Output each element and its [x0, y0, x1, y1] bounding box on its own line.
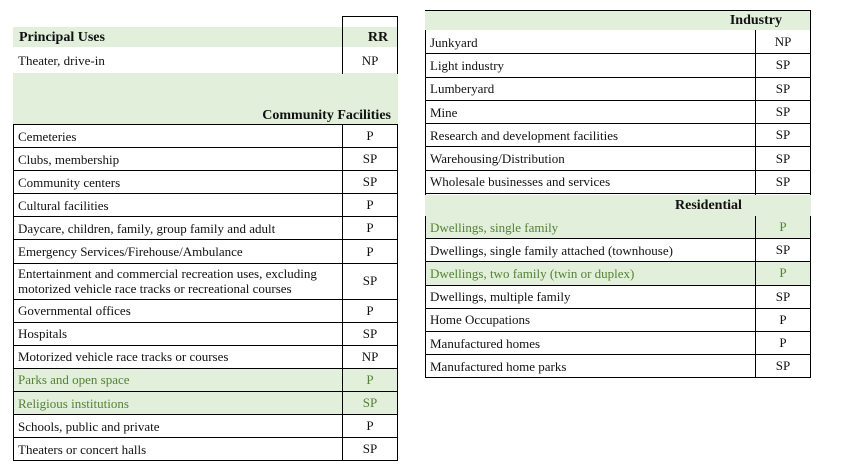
row-label: Governmental offices	[18, 303, 131, 319]
row-label	[13, 266, 342, 296]
row-label: Cultural facilities	[18, 197, 109, 213]
row-value: P	[366, 197, 374, 213]
row-label: Lumberyard	[430, 81, 495, 97]
community-facilities-title: Community Facilities	[262, 108, 391, 123]
row-value: SP	[362, 273, 378, 289]
row-value: P	[366, 220, 374, 236]
table-row	[425, 332, 811, 355]
row-value: SP	[775, 288, 791, 304]
row-label: Cemeteries	[18, 128, 77, 144]
table-row	[425, 216, 811, 239]
row-label: Wholesale businesses and services	[430, 174, 611, 190]
row-value: P	[366, 243, 374, 259]
table-row	[425, 101, 811, 124]
row-value: SP	[362, 325, 378, 341]
table-row	[13, 369, 398, 392]
row-value: SP	[362, 174, 378, 190]
table-row	[13, 217, 398, 240]
row-label: Religious institutions	[18, 395, 129, 411]
table-row	[13, 300, 398, 323]
table-row	[13, 148, 398, 171]
row-value: SP	[775, 358, 791, 374]
row-label: Hospitals	[18, 326, 68, 342]
row-label: Parks and open space	[18, 372, 130, 388]
row-value: NP	[774, 34, 792, 50]
row-label: Clubs, membership	[18, 151, 120, 167]
table-row	[13, 241, 398, 264]
row-label: Dwellings, single family	[430, 219, 559, 235]
residential-band	[425, 195, 811, 216]
table-row	[425, 286, 811, 309]
row-value: P	[366, 371, 374, 387]
row-value: SP	[775, 127, 791, 143]
row-label: Mine	[430, 104, 458, 120]
right-use-table	[425, 0, 811, 378]
row-value: SP	[775, 104, 791, 120]
row-label: Dwellings, multiple family	[430, 289, 571, 305]
row-label: Manufactured home parks	[430, 358, 567, 374]
row-label: Light industry	[430, 57, 505, 73]
row-label: Dwellings, two family (twin or duplex)	[430, 265, 635, 281]
table-row	[13, 392, 398, 415]
table-row	[425, 78, 811, 101]
row-label: Research and development facilities	[430, 127, 619, 143]
row-label: Emergency Services/Firehouse/Ambulance	[18, 244, 243, 260]
table-row	[425, 54, 811, 77]
row-label: Community centers	[18, 174, 121, 190]
row-value: P	[366, 302, 374, 318]
district-rr-header: RR	[367, 30, 389, 45]
table-row	[425, 148, 811, 171]
row-label: Motorized vehicle race tracks or courses	[18, 349, 229, 365]
table-row	[13, 438, 398, 461]
row-label-line: Entertainment and commercial recreation uses, excluding	[18, 266, 317, 282]
row-label: Dwellings, single family attached (townhouse)	[430, 242, 673, 258]
left-use-table	[13, 0, 398, 462]
row-value: SP	[775, 173, 791, 189]
row-label: Manufactured homes	[430, 335, 541, 351]
principal-uses-header: Principal Uses	[19, 30, 105, 45]
table-row	[425, 31, 811, 54]
table-row	[13, 323, 398, 346]
industry-title: Industry	[729, 13, 782, 28]
row-value: P	[779, 311, 787, 327]
table-row	[425, 171, 811, 194]
row-label: Schools, public and private	[18, 418, 160, 434]
row-value: SP	[775, 57, 791, 73]
table-row	[425, 262, 811, 285]
row-value: SP	[362, 395, 378, 411]
row-label: Junkyard	[430, 34, 478, 50]
row-value: P	[366, 128, 374, 144]
row-value: P	[779, 335, 787, 351]
table-row	[425, 355, 811, 378]
row-label-line: motorized vehicle race tracks or recreational courses	[18, 281, 292, 297]
table-row	[13, 171, 398, 194]
row-label: Home Occupations	[430, 312, 531, 328]
row-value: SP	[362, 441, 378, 457]
row-value: P	[779, 265, 787, 281]
row-value: SP	[775, 150, 791, 166]
table-row	[13, 194, 398, 217]
row-label: Theater, drive-in	[18, 53, 105, 68]
table-row	[425, 309, 811, 332]
row-value: P	[366, 418, 374, 434]
table-row	[13, 125, 398, 148]
table-row	[13, 264, 398, 300]
row-value: SP	[775, 242, 791, 258]
table-row	[13, 415, 398, 438]
row-value: NP	[361, 52, 379, 68]
row-label: Daycare, children, family, group family and adult	[18, 220, 276, 236]
table-row	[425, 124, 811, 147]
row-label: Warehousing/Distribution	[430, 151, 565, 167]
table-row	[13, 346, 398, 369]
residential-title: Residential	[675, 198, 742, 213]
table-row	[13, 49, 398, 72]
row-label: Theaters or concert halls	[18, 441, 147, 457]
row-value: SP	[775, 80, 791, 96]
row-value: SP	[362, 151, 378, 167]
row-value: P	[779, 219, 787, 235]
row-value: NP	[361, 348, 379, 364]
table-row	[425, 239, 811, 262]
